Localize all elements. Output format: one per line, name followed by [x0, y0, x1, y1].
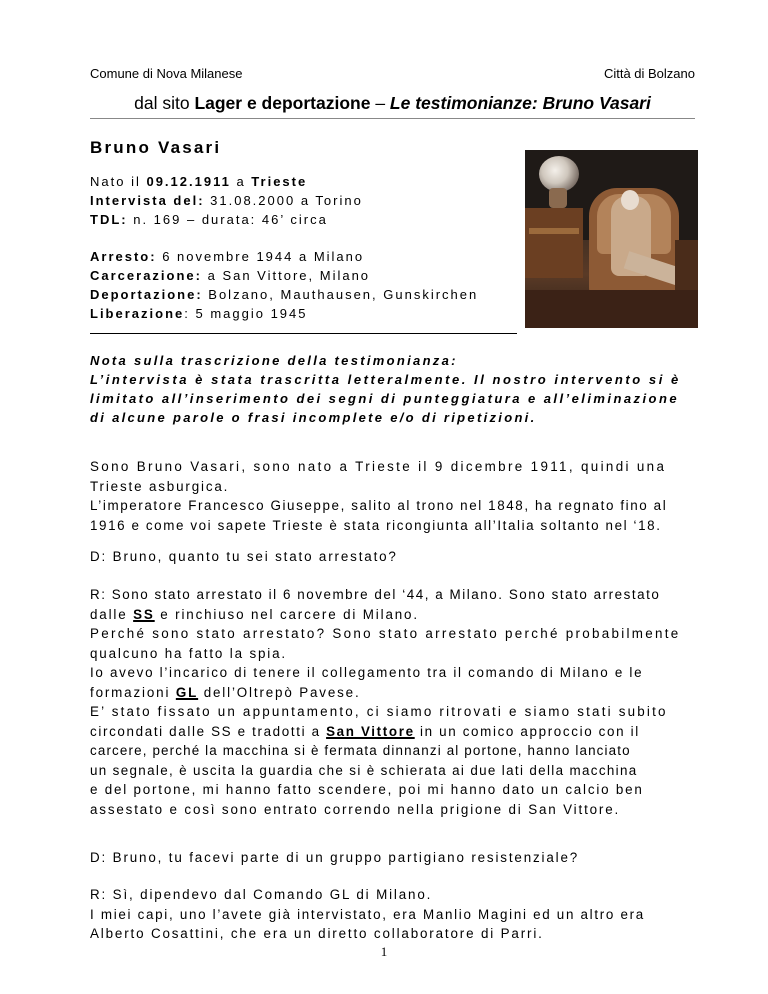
title-dash: – — [370, 93, 390, 113]
header-left: Comune di Nova Milanese — [90, 66, 243, 81]
tdl-label: TDL: — [90, 212, 128, 227]
text-run: formazioni — [90, 684, 176, 700]
prison-row — [90, 266, 478, 285]
text-line: Trieste asburgica. — [90, 478, 230, 494]
text-run: dalle — [90, 606, 134, 622]
text-run: e rinchiuso nel carcere di Milano. — [154, 606, 419, 622]
deportation-row — [90, 285, 478, 304]
bio-divider — [90, 333, 517, 334]
liberation-row — [90, 304, 478, 323]
note-line: Nota sulla trascrizione della testimonianza: — [90, 353, 458, 368]
text-line — [90, 683, 695, 703]
text-line — [90, 605, 695, 625]
transcription-note — [90, 351, 695, 427]
text-line: I miei capi, uno l’avete già intervistato, era Manlio Magini ed un altro era — [90, 906, 645, 922]
ss-term: SS — [133, 606, 155, 622]
text-line: R: Sono stato arrestato il 6 novembre del ‘44, a Milano. Sono stato arrestato — [90, 587, 661, 602]
deportation-label: Deportazione: — [90, 287, 203, 302]
text-line: Alberto Cosattini, che era un diretto collaboratore di Parri. — [90, 926, 544, 941]
interview-row — [90, 191, 363, 210]
text-line: e del portone, mi hanno fatto scendere, poi mi hanno dato un calcio ben — [90, 782, 644, 797]
question-2 — [90, 848, 695, 868]
text-line: carcere, perché la macchina si è fermata dinnanzi al portone, hanno lanciato — [90, 743, 631, 758]
answer-2 — [90, 885, 695, 944]
birth-place: Trieste — [251, 174, 308, 189]
title-prefix: dal sito — [134, 93, 195, 113]
arrest-value: 6 novembre 1944 a Milano — [156, 249, 365, 264]
title-section: Le testimonianze: Bruno Vasari — [389, 93, 651, 113]
gl-term: GL — [175, 684, 199, 700]
answer-1 — [90, 585, 695, 819]
text-line: L’imperatore Francesco Giuseppe, salito al trono nel 1848, ha regnato fino al — [90, 498, 668, 513]
note-line: limitato all’inserimento dei segni di punteggiatura e all’eliminazione — [90, 391, 680, 406]
header-right: Città di Bolzano — [603, 66, 695, 81]
title-site: Lager e deportazione — [194, 93, 371, 113]
text-run: dell’Oltrepò Pavese. — [198, 684, 361, 700]
deportation-value: Bolzano, Mauthausen, Gunskirchen — [202, 287, 479, 302]
text-line: E’ stato fissato un appuntamento, ci siamo ritrovati e siamo stati subito — [90, 704, 668, 719]
interview-label: Intervista del: — [90, 193, 205, 208]
question-1 — [90, 547, 695, 567]
arrest-row — [90, 247, 478, 266]
liberation-label: Liberazione — [90, 306, 185, 321]
text-line: R: Sì, dipendevo dal Comando GL di Milano. — [90, 887, 433, 902]
text-line: 1916 e come voi sapete Trieste è stata ricongiunta all’Italia soltanto nel ‘18. — [90, 517, 662, 533]
text-line: un segnale, è uscita la guardia che si è schierata ai due lati della macchina — [90, 762, 638, 778]
liberation-value: : 5 maggio 1945 — [184, 306, 308, 321]
prison-value: a San Vittore, Milano — [201, 268, 371, 283]
portrait-photo — [525, 150, 698, 328]
bio-block-2 — [90, 247, 478, 323]
text-line: Sono Bruno Vasari, sono nato a Trieste il 9 dicembre 1911, quindi una — [90, 459, 667, 474]
birth-a: a — [230, 174, 252, 189]
san-vittore-term: San Vittore — [326, 723, 415, 739]
prison-label: Carcerazione: — [90, 268, 202, 283]
text-line: Perché sono stato arrestato? Sono stato arrestato perché probabilmente — [90, 626, 681, 641]
tdl-value: n. 169 – durata: 46’ circa — [127, 212, 328, 227]
text-line: D: Bruno, tu facevi parte di un gruppo partigiano resistenziale? — [90, 850, 580, 865]
arrest-label: Arresto: — [90, 249, 157, 264]
text-line — [90, 722, 695, 742]
text-run: in un comico approccio con il — [414, 723, 640, 739]
page-title — [90, 93, 695, 119]
text-line: qualcuno ha fatto la spia. — [90, 645, 287, 661]
tdl-row — [90, 210, 363, 229]
text-run: circondati dalle SS e tradotti a — [90, 723, 327, 739]
note-line: L’intervista è stata trascritta letteralmente. Il nostro intervento si è — [90, 372, 681, 387]
interview-value: 31.08.2000 a Torino — [204, 193, 363, 208]
birth-date: 09.12.1911 — [146, 174, 231, 189]
text-line: assestato e così sono entrato correndo nella prigione di San Vittore. — [90, 801, 621, 817]
birth-label: Nato il — [90, 174, 147, 189]
text-line: Io avevo l’incarico di tenere il collegamento tra il comando di Milano e le — [90, 665, 644, 680]
person-name: Bruno Vasari — [90, 138, 222, 157]
birth-row — [90, 172, 363, 191]
paragraph-intro — [90, 457, 695, 535]
page-number: 1 — [380, 944, 388, 959]
note-line: di alcune parole o frasi incomplete e/o di ripetizioni. — [90, 410, 537, 425]
bio-block-1 — [90, 172, 363, 229]
text-line: D: Bruno, quanto tu sei stato arrestato? — [90, 549, 398, 564]
